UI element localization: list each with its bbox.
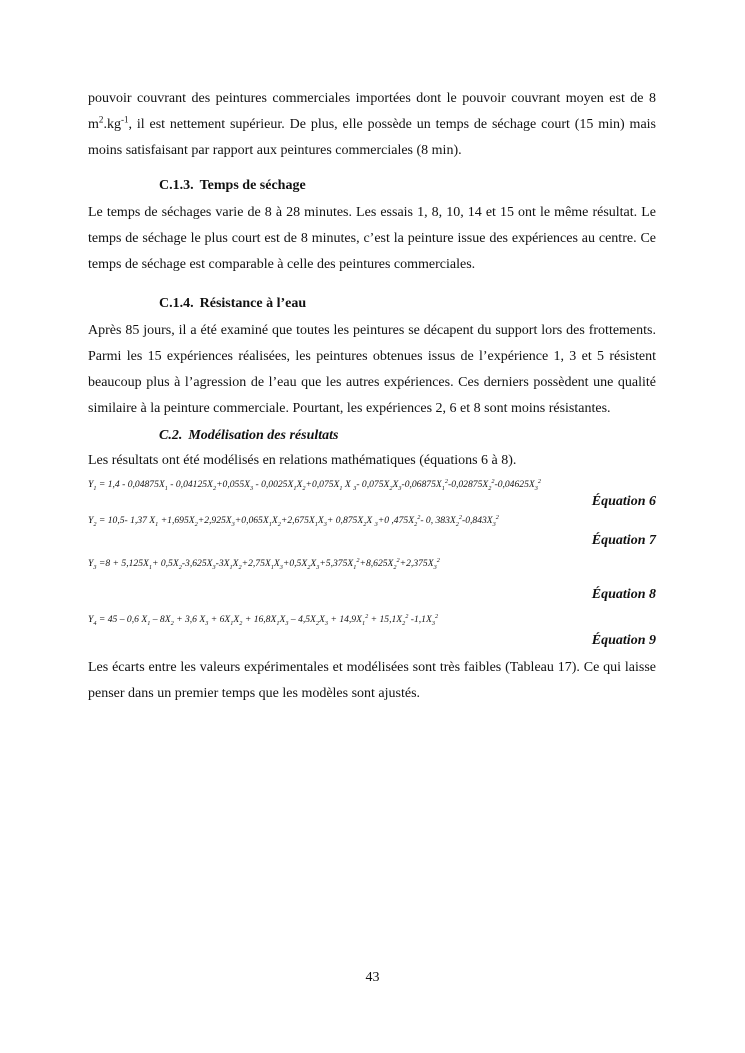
heading-modelisation: C.2. Modélisation des résultats (159, 428, 339, 443)
equation-label-7: Équation 7 (591, 533, 656, 548)
equation-label-9: Équation 9 (591, 633, 656, 648)
heading-temps-de-sechage: C.1.3. Temps de séchage (159, 178, 306, 193)
equation-label-6: Équation 6 (591, 494, 656, 509)
heading-resistance-eau: C.1.4. Résistance à l’eau (159, 296, 307, 311)
paragraph-ecarts: Les écarts entre les valeurs expérimentales et modélisées sont très faibles (Tableau 17). Ce qui laisse penser dans un premier temps que les modèles sont ajustés. (88, 660, 656, 701)
paragraph-pouvoir-couvrant: pouvoir couvrant des peintures commerciales importées dont le pouvoir couvrant moyen est de 8 $m^2.kg^{-1}$, il est nettement supérieur. De plus, elle possède un temps de séchage court (15 min) mais moins satisfaisant par rapport aux peintures commerciales (8 min). (88, 91, 656, 158)
equation-label-8: Équation 8 (591, 587, 656, 602)
equation-y4: $Y_4 = 45 - 0,6$ $X_1 - 8X_2 + 3,6$ $X_3 + 6X_1X_2 + 16,8X_1X_3 - 4,5X_2X_3 + 14,9X_1^2 + 15,1X_2^2$ $-1,1X_3^2$ (88, 612, 439, 627)
paragraph-modelisation-intro: Les résultats ont été modélisés en relations mathématiques (équations 6 à 8). (88, 453, 517, 468)
document-page (88, 88, 656, 707)
paragraph-resistance-eau: Après 85 jours, il a été examiné que toutes les peintures se décapent du support lors des frottements. Parmi les 15 expériences réalisées, les peintures obtenues issus de l’expérience 1, 3 et 5 résistent beaucoup plus à l’agression de l’eau que les autres expériences. Ces derniers possèdent une qualité similaire à la peinture commerciale. Pourtant, les expériences 2, 6 et 8 sont moins résistantes. (88, 323, 656, 416)
equation-y1: $Y_1 = 1,4 - 0,04875X_1 - 0,04125X_2+0,055X_3 - 0,0025X_1X_2+0,075X_1$ X $_3$- $0,075X_2X_3-0,06875X_1^2-0,02875X_2^2-0,04625X_3^2$ (88, 477, 541, 492)
page-number: 43 (365, 970, 380, 985)
equation-y2: $Y_2 = 10,5-$ 1,37 $X_1 +1,695X_2+2,925X_3+0,065X_1X_2+2,675X_1X_3+ 0,875X_2X$ $_3$+0 $,475X_2^2-$ 0, $383X_2^2-0,843X_3^2$ (88, 513, 499, 528)
paragraph-temps-de-sechage: Le temps de séchages varie de 8 à 28 minutes. Les essais 1, 8, 10, 14 et 15 ont le même résultat. Le temps de séchage le plus court est de 8 minutes, c’est la peinture issue des expériences au centre. Ce temps de séchage est comparable à celle des peintures commerciales. (88, 205, 656, 272)
equation-y3: $Y_3 =8 + 5,125X_1+ 0,5X_2-3,625X_3-3X_1X_2+2,75X_1X_3+0,5X_2X_3+5,375X_1^2+8,625X_2^2+2,375X_3^2$ (88, 556, 440, 571)
